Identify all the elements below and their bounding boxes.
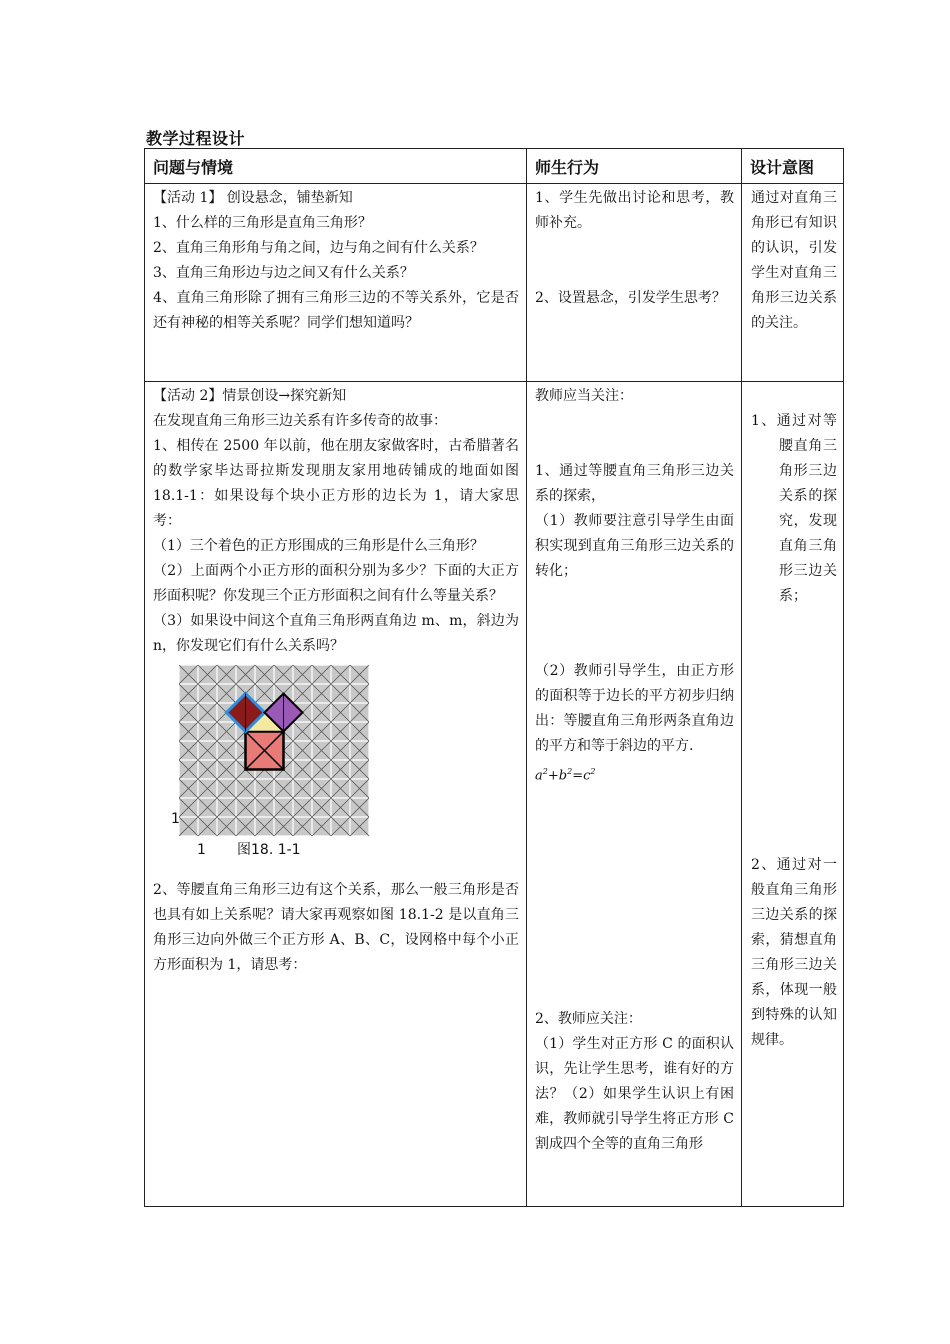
activity1-question-cell <box>145 184 527 382</box>
formula-c: c <box>583 768 591 784</box>
tile-floor-diagram <box>179 665 369 837</box>
activity1-q1: 1、什么样的三角形是直角三角形？ <box>153 215 372 231</box>
header-behavior: 师生行为 <box>527 149 742 184</box>
behavior-item1b: （2）教师引导学生，由正方形的面积等于边长的平方初步归纳出：等腰直角三角形两条直角边的平方和等于斜边的平方. <box>535 663 734 754</box>
activity1-q2: 2、直角三角形角与角之间，边与角之间有什么关系？ <box>153 240 484 256</box>
activity2-intro: 在发现直角三角形三边关系有许多传奇的故事： <box>153 413 447 429</box>
activity2-question-cell <box>145 382 527 1207</box>
activity2-q3: （3）如果设中间这个直角三角形两直角边 m、m，斜边为 n，你发现它们有什么关系吗？ <box>153 613 519 654</box>
activity2-general-question: 2、等腰直角三角形三边有这个关系，那么一般三角形是否也具有如上关系呢？请大家再观察如图 18.1-2 是以直角三角形三边向外做三个正方形 A、B、C，设网格中每个小正方形面积为 1，请思考： <box>153 882 519 973</box>
formula-exp-c: 2 <box>590 767 596 776</box>
activity1-q3: 3、直角三角形边与边之间又有什么关系？ <box>153 265 414 281</box>
doc-title: 教学过程设计 <box>146 129 246 148</box>
formula-exp-a: 2 <box>542 767 548 776</box>
figure-18-1-1 <box>153 665 373 875</box>
formula-plus: + <box>547 768 559 784</box>
formula-exp-b: 2 <box>567 767 573 776</box>
activity1-behavior-2: 2、设置悬念，引发学生思考？ <box>535 290 726 306</box>
intent-item2: 2、通过对一般直角三角形三边关系的探索，猜想直角三角形三边关系，体现一般到特殊的认知规律。 <box>751 857 837 1048</box>
figure-caption: 图18. 1-1 <box>237 842 301 858</box>
activity1-q4: 4、直角三角形除了拥有三角形三边的不等关系外，它是否还有神秘的相等关系呢？同学们想知道吗？ <box>153 290 519 331</box>
formula-b: b <box>558 768 568 784</box>
activity1-behavior-cell <box>527 184 742 382</box>
figure-label-bottom: 1 <box>197 842 206 858</box>
activity2-title: 【活动 2】情景创设→探究新知 <box>153 388 347 404</box>
activity2-q1: （1）三个着色的正方形围成的三角形是什么三角形？ <box>153 538 484 554</box>
activity1-intent-cell <box>742 184 844 382</box>
behavior-item2: 2、教师应关注： <box>535 1011 642 1028</box>
activity2-story: 1、相传在 2500 年以前，他在朋友家做客时，古希腊著名的数学家毕达哥拉斯发现朋友家用地砖铺成的地面如图 18.1-1：如果设每个块小正方形的边长为 1，请大家思考： <box>153 438 519 529</box>
activity1-intent: 通过对直角三角形已有知识的认识，引发学生对直角三角形三边关系的关注。 <box>751 190 837 331</box>
formula-a: a <box>535 768 543 784</box>
lesson-design-table <box>144 148 844 1207</box>
behavior-lead: 教师应当关注： <box>535 388 633 404</box>
behavior-item1a: （1）教师要注意引导学生由面积实现到直角三角形三边关系的转化； <box>535 513 734 579</box>
activity2-row <box>145 382 844 1207</box>
activity2-q2: （2）上面两个小正方形的面积分别为多少？下面的大正方形面积呢？你发现三个正方形面积之间有什么等量关系？ <box>153 563 519 604</box>
activity2-behavior-cell <box>527 382 742 1207</box>
formula-eq: = <box>572 768 584 784</box>
table-header-row <box>145 149 844 184</box>
behavior-item2a: （1）学生对正方形 C 的面积认识，先让学生思考，谁有好的方法？（2）如果学生认识上有困难，教师就引导学生将正方形 C 割成四个全等的直角三角形 <box>535 1036 734 1153</box>
activity1-behavior-1: 1、学生先做出讨论和思考，教师补充。 <box>535 190 734 231</box>
activity1-title: 【活动 1】 创设悬念，铺垫新知 <box>153 190 353 206</box>
activity1-row <box>145 184 844 382</box>
intent-item1: 1、通过对等腰直角三角形三边关系的探究，发现直角三角形三边关系； <box>751 413 837 604</box>
figure-label-left: 1 <box>171 811 180 827</box>
pythagorean-formula <box>535 759 734 788</box>
behavior-item1: 1、通过等腰直角三角形三边关系的探索， <box>535 463 734 504</box>
header-question: 问题与情境 <box>145 149 527 184</box>
activity2-intent-cell <box>742 382 844 1207</box>
header-intent: 设计意图 <box>742 149 844 184</box>
